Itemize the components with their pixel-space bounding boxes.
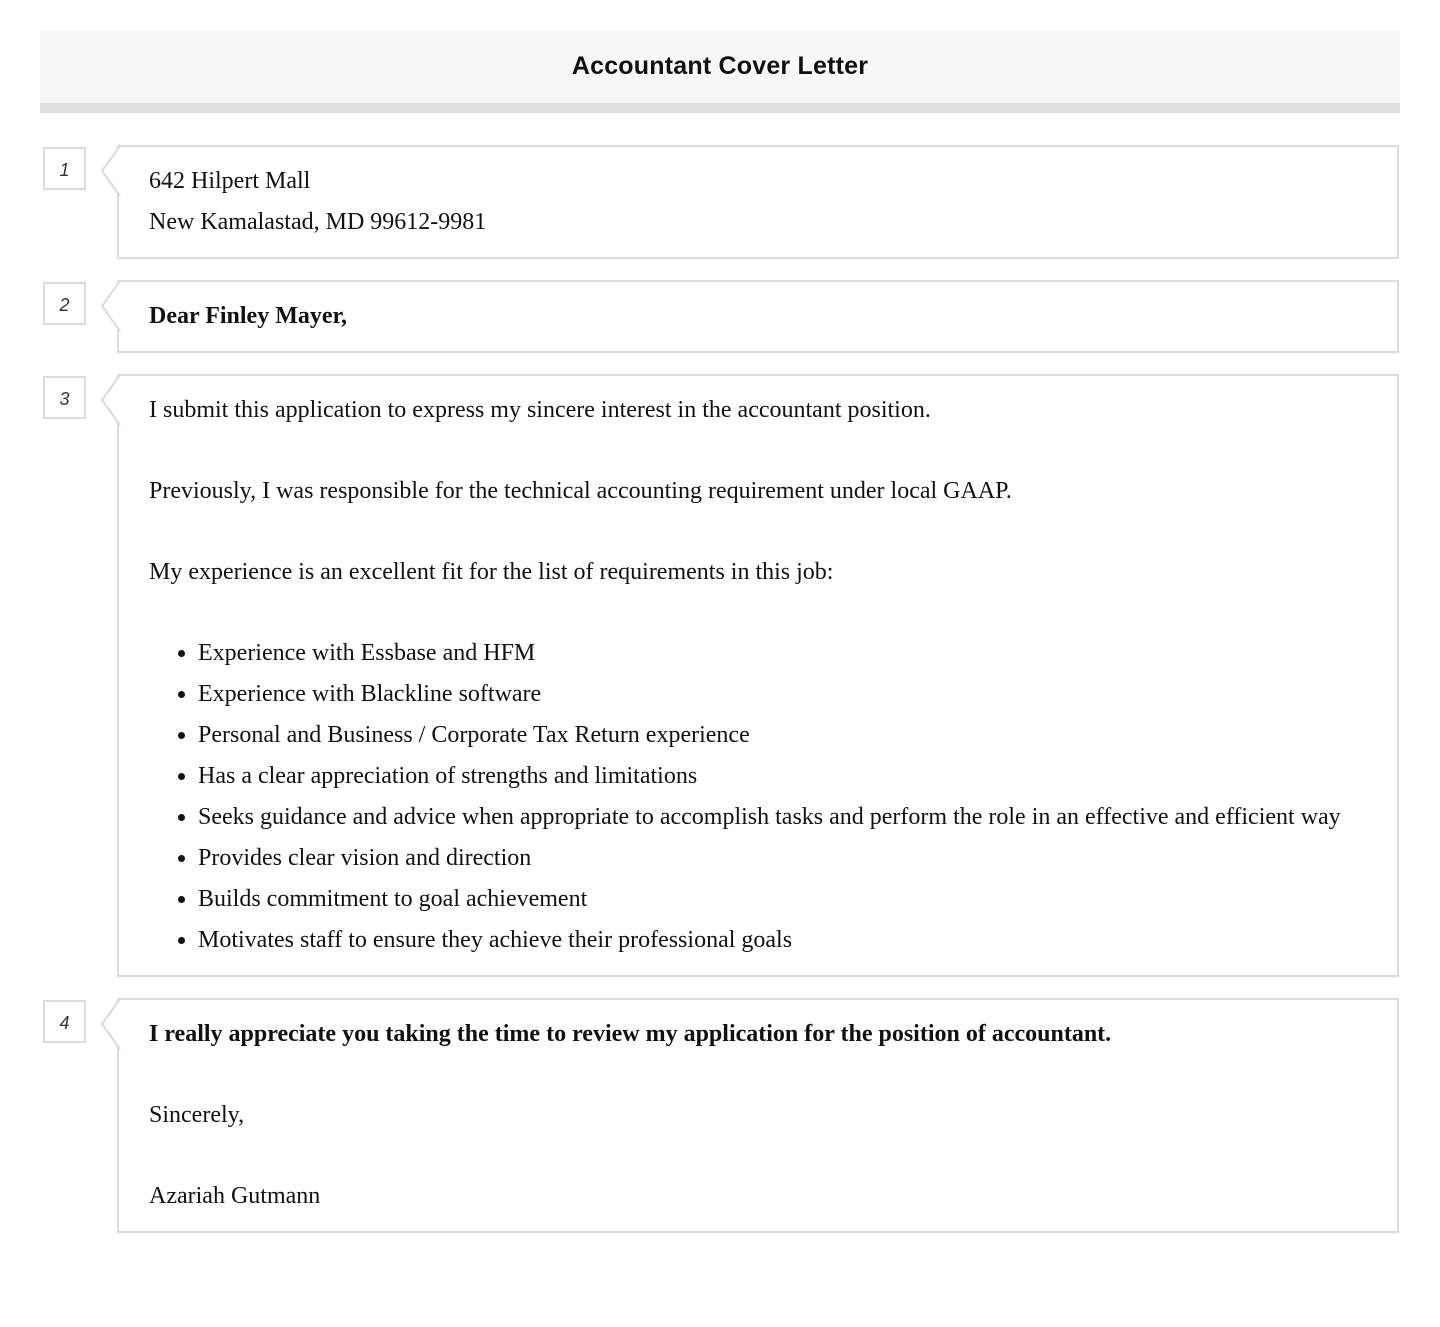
- section-pointer-icon: [99, 374, 121, 426]
- address-line-2: New Kamalastad, MD 99612-9981: [149, 209, 487, 235]
- section-body: [59, 374, 1399, 977]
- list-item: • Seeks guidance and advice when appropriate to accomplish tasks and perform the role in an effective and efficient way: [198, 797, 1367, 838]
- signature-name: Azariah Gutmann: [149, 1183, 321, 1209]
- list-item: • Motivates staff to ensure they achieve their professional goals: [198, 920, 1367, 961]
- section-number-badge: [43, 282, 86, 325]
- list-item: • Experience with Essbase and HFM: [198, 633, 1367, 674]
- section-salutation: [59, 280, 1399, 353]
- list-item: • Personal and Business / Corporate Tax Return experience: [198, 715, 1367, 756]
- body-paragraph-3: My experience is an excellent fit for the list of requirements in this job:: [149, 559, 834, 585]
- section-number-badge: [43, 1000, 86, 1043]
- list-item: • Provides clear vision and direction: [198, 838, 1367, 879]
- section-pointer-icon: [99, 145, 121, 197]
- salutation-text: Dear Finley Mayer,: [149, 303, 347, 329]
- section-number: 4: [59, 1013, 70, 1033]
- document-header: [40, 30, 1400, 113]
- list-item: • Experience with Blackline software: [198, 674, 1367, 715]
- section-pointer-icon: [99, 998, 121, 1050]
- section-number-badge: [43, 147, 86, 190]
- body-paragraph-2: Previously, I was responsible for the technical accounting requirement under local GAAP.: [149, 478, 1012, 504]
- letter-sections: [59, 145, 1399, 1233]
- section-number: 3: [59, 389, 70, 409]
- list-item: • Has a clear appreciation of strengths and limitations: [198, 756, 1367, 797]
- appreciation-text: I really appreciate you taking the time to review my application for the position of accountant.: [149, 1021, 1112, 1047]
- body-paragraph-1: I submit this application to express my sincere interest in the accountant position.: [149, 397, 931, 423]
- section-number: 1: [59, 160, 70, 180]
- page-title: Accountant Cover Letter: [571, 52, 869, 80]
- signoff-text: Sincerely,: [149, 1102, 245, 1128]
- address-line-1: 642 Hilpert Mall: [149, 168, 311, 194]
- section-pointer-icon: [99, 280, 121, 332]
- section-closing: [59, 998, 1399, 1233]
- section-sender-address: [59, 145, 1399, 259]
- section-number-badge: [43, 376, 86, 419]
- list-item: • Builds commitment to goal achievement: [198, 879, 1367, 920]
- section-number: 2: [59, 295, 70, 315]
- requirements-list: [149, 633, 1367, 961]
